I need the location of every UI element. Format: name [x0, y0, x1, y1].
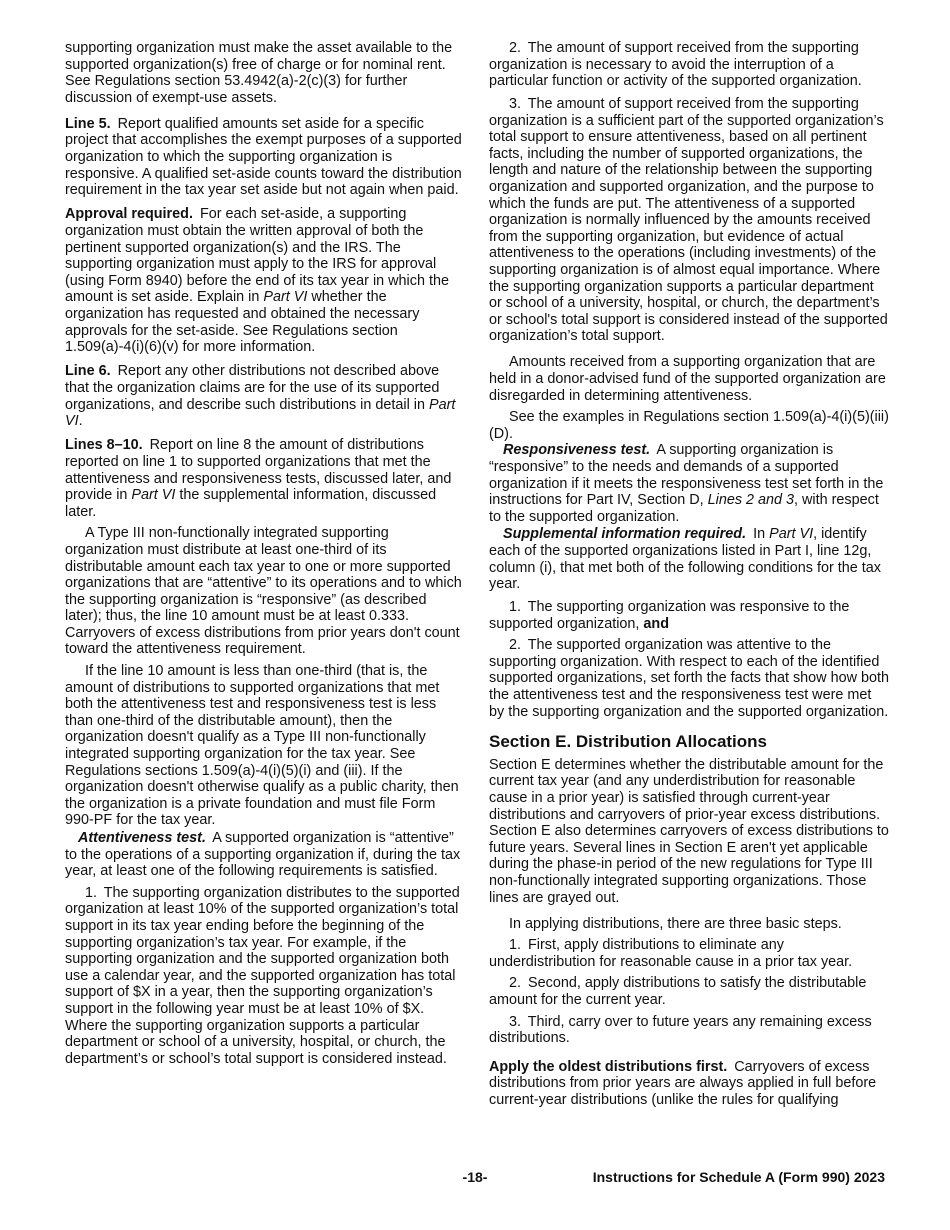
approval-text-2: whether the organization has requested and obtained the necessary approvals for the set-aside. See Regulations section 1.509(a)-4(i)(6)(v) for more information. [65, 289, 420, 356]
one-third-rule-paragraph: A Type III non-functionally integrated supporting organization must distribute at least one-third of its distributable amount each tax year to one or more supported organizations that are “attentive” to its operations and to which the supporting organization is “responsive” (as described later); thus, the line 10 amount must be at least 0.333. Carryovers of excess distributions from prior years don't count toward the attentiveness requirement. [65, 525, 462, 658]
donor-advised-paragraph: Amounts received from a supporting organization that are held in a donor-advised fund of the supported organization are disregarded in determining attentiveness. [489, 354, 886, 404]
approval-required-paragraph [65, 206, 465, 355]
supplemental-part-vi-ref: Part VI [769, 526, 814, 543]
attentiveness-requirement-1 [65, 885, 465, 1068]
right-column [489, 40, 889, 1108]
step-2 [489, 975, 889, 1008]
approval-part-vi-ref: Part VI [263, 289, 308, 306]
attentiveness-requirement-1-text: The supporting organization distributes to the supported organization at least 10% of the supported organization’s total support in its tax year ending before the beginning of the supporting organization’s tax year. For example, if the supporting organization and the supported organization both use a calendar year, and the supported organization has total support of $X in a year, then the supporting organization’s support in the following year must be at least 10% of $X. Where the supporting organization supports a particular department or school of a university, hospital, or church, the department’s or school’s total support is considered instead. [65, 884, 460, 1067]
section-e-heading: Section E. Distribution Allocations [489, 732, 768, 752]
responsiveness-text-2: , with respect to the supported organization. [489, 492, 879, 525]
lines-8-10-text-1: Report on line 8 the amount of distributions reported on line 1 to supported organizations that met the attentiveness and responsiveness tests, discussed later, and provide in [65, 437, 452, 504]
list-number: 2. [509, 637, 522, 654]
list-number: 1. [509, 937, 522, 954]
step-3-text: Third, carry over to future years any remaining excess distributions. [489, 1013, 872, 1047]
list-number: 3. [509, 96, 522, 113]
list-number: 1. [509, 599, 522, 616]
line-6-part-vi-ref: Part VI [65, 396, 456, 430]
oldest-first-text: Carryovers of excess distributions from prior years are always applied in full before current-year distributions (unlike the rules for qualifying [489, 1058, 877, 1108]
examples-paragraph: See the examples in Regulations section 1.509(a)-4(i)(5)(iii)(D). [489, 409, 889, 442]
approval-required-label: Approval required. [65, 206, 193, 223]
oldest-first-label: Apply the oldest distributions first. [489, 1058, 728, 1075]
condition-1-and: and [643, 615, 669, 632]
lines-2-and-3-ref: Lines 2 and 3 [707, 492, 795, 509]
supplemental-text-1: In [753, 526, 766, 543]
supplemental-information-paragraph [489, 526, 889, 592]
line-6-paragraph [65, 363, 465, 429]
page-number: -18- [462, 1169, 488, 1185]
lines-8-10-label: Lines 8–10. [65, 437, 143, 454]
supplemental-information-label: Supplemental information required. [503, 526, 747, 543]
lines-8-10-part-vi-ref: Part VI [131, 487, 176, 504]
attentiveness-requirement-2-text: The amount of support received from the supporting organization is necessary to avoid the interruption of a particular function or activity of the supported organization. [489, 40, 862, 90]
condition-1 [489, 599, 889, 632]
footer-title: Instructions for Schedule A (Form 990) 2023 [592, 1169, 885, 1185]
oldest-first-paragraph [489, 1059, 889, 1109]
attentiveness-test-text: A supported organization is “attentive” to the operations of a supporting organization if, during the tax year, at least one of the following requirements is satisfied. [65, 830, 461, 880]
attentiveness-requirement-3-text: The amount of support received from the supporting organization is a sufficient part of the supported organization’s total support to ensure attentiveness, based on all pertinent facts, including the number of supported organizations, the length and nature of the relationship between the supporting organization and supported organization, and the purpose to which the funds are put. The attentiveness of a supported organization is normally influenced by the amounts received from the supporting organization, but evidence of actual attentiveness to the operations (including investments) of the supporting organization is of almost equal importance. Where the supporting organization supports a particular department or school of a university, hospital, or church, the department’s or school's total support is considered instead of the supported organization’s total support. [489, 96, 888, 345]
lines-8-10-text-2: the supplemental information, discussed later. [65, 487, 437, 520]
supplemental-text-2: , identify each of the supported organizations listed in Part I, line 12g, column (i), that met both of the following conditions for the tax year. [489, 526, 881, 593]
condition-2 [489, 637, 889, 720]
responsiveness-text-1: A supporting organization is “responsive” to the needs and demands of a supported organization if it meets the responsiveness test set forth in the instructions for Part IV, Section D, [489, 442, 884, 509]
attentiveness-test-label: Attentiveness test. [78, 830, 206, 846]
line-5-paragraph [65, 116, 465, 199]
less-than-one-third-paragraph: If the line 10 amount is less than one-third (that is, the amount of distributions to supported organizations that met both the attentiveness test and responsiveness test is less than one-third of the distributable amount), then the organization doesn't qualify as a Type III non-functionally integrated supporting organization for the tax year. See Regulations sections 1.509(a)-4(i)(5)(i) and (iii). If the organization doesn't otherwise qualify as a public charity, then the organization is a private foundation and must file Form 990-PF for the tax year. [65, 663, 459, 829]
responsiveness-test-paragraph [489, 442, 889, 525]
line-5-label: Line 5. [65, 115, 111, 132]
line-5-text: Report qualified amounts set aside for a specific project that accomplishes the exempt purposes of a supported organization to which the supporting organization is responsive. A qualified set-aside counts toward the distribution requirement in the tax year set aside but not again when paid. [65, 115, 462, 199]
list-number: 3. [509, 1013, 522, 1030]
steps-intro: In applying distributions, there are three basic steps. [509, 915, 842, 932]
list-number: 2. [509, 975, 522, 992]
section-e-intro: Section E determines whether the distributable amount for the current tax year (and any underdistribution for reasonable cause in a prior year) is satisfied through current-year distributions and carryovers of prior-year excess distributions. Section E also determines carryovers of excess distributions to future years. Several lines in Section E aren't yet applicable during the phase-in period of the new regulations for Type III non-functionally integrated supporting organizations. Those lines are grayed out. [489, 756, 889, 906]
attentiveness-test-paragraph [65, 830, 465, 880]
line-6-text-2: . [78, 413, 83, 430]
left-column [65, 40, 465, 1067]
list-number: 1. [85, 884, 98, 901]
lines-8-10-paragraph [65, 437, 465, 520]
condition-1-text: The supporting organization was responsive to the supported organization, [489, 599, 850, 632]
step-2-text: Second, apply distributions to satisfy the distributable amount for the current year. [489, 975, 867, 1008]
line-6-label: Line 6. [65, 363, 111, 380]
step-1-text: First, apply distributions to eliminate any underdistribution for reasonable cause in a prior tax year. [489, 937, 853, 970]
step-1 [489, 937, 889, 970]
exempt-use-paragraph: supporting organization must make the asset available to the supported organization(s) free of charge or for nominal rent. See Regulations section 53.4942(a)-2(c)(3) for further discussion of exempt-use assets. [65, 40, 453, 106]
responsiveness-test-label: Responsiveness test. [503, 442, 651, 459]
approval-text-1: For each set-aside, a supporting organization must obtain the written approval of both the pertinent supported organization(s) and the IRS. The supporting organization must apply to the IRS for approval (using Form 8940) before the end of its tax year in which the amount is set aside. Explain in [65, 206, 449, 306]
attentiveness-requirement-3 [489, 96, 889, 345]
step-3 [489, 1014, 889, 1047]
condition-2-text: The supported organization was attentive to the supporting organization. With respect to each of the identified supported organizations, set forth the facts that show how both the attentiveness test and the responsiveness test were met by the supporting organization and the supported organization. [489, 637, 889, 720]
attentiveness-requirement-2 [489, 40, 889, 90]
line-6-text-1: Report any other distributions not described above that the organization claims are for the use of its supported organizations, and describe such distributions in detail in [65, 363, 440, 413]
list-number: 2. [509, 40, 522, 56]
